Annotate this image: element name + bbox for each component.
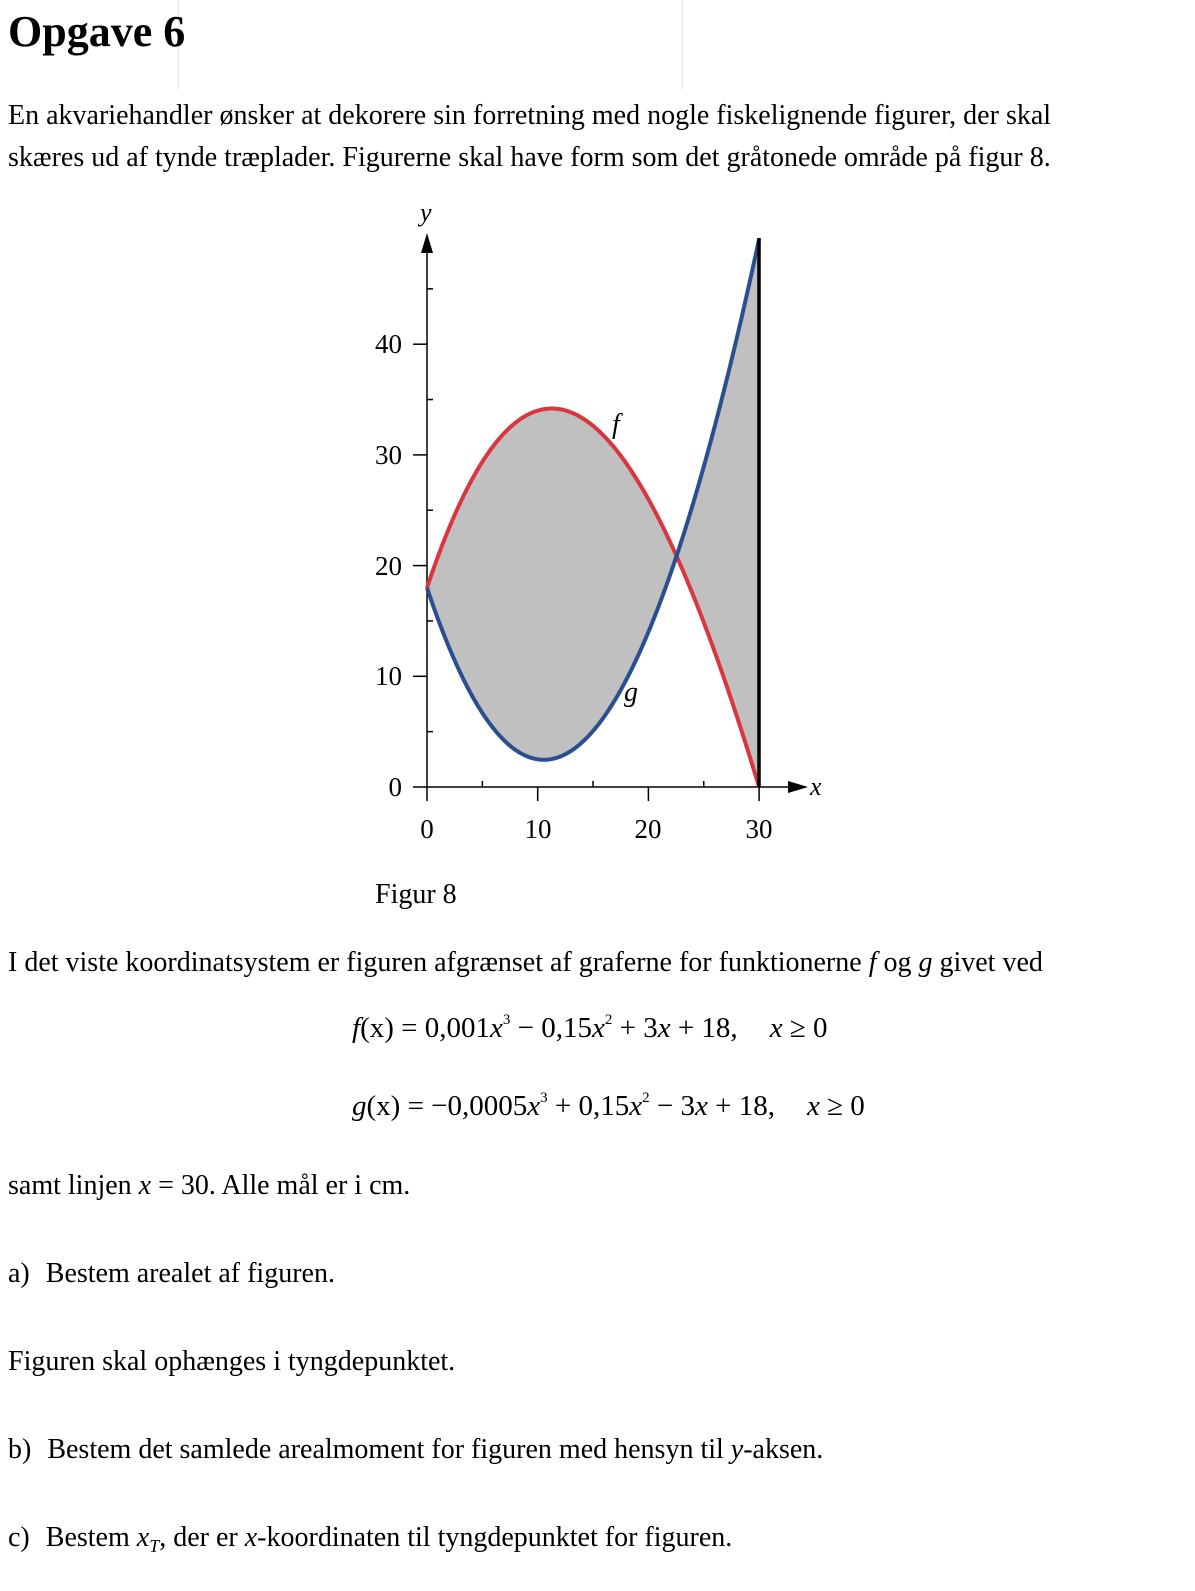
y-tick-label: 40	[375, 329, 402, 359]
page-fold-line	[682, 0, 683, 90]
x-tick-label: 10	[524, 814, 552, 844]
label-g: g	[624, 677, 638, 708]
description-line: I det viste koordinatsystem er figuren afgrænset af graferne for funktionerne f og g givet ved	[8, 947, 1043, 978]
boundary-line-text: samt linjen x = 30. Alle mål er i cm.	[8, 1170, 411, 1201]
heading: Opgave 6	[8, 7, 186, 56]
label-f: f	[612, 409, 620, 440]
question-c: c) Bestem $x_T$, der er x-koordinaten til tyngdepunktet for figuren.	[8, 1522, 733, 1556]
figure-8-plot	[340, 195, 840, 855]
intro-line-2: skæres ud af tynde træplader. Figurerne skal have form som det gråtonede område på figur 8.	[8, 142, 1051, 173]
hang-text: Figuren skal ophænges i tyngdepunktet.	[8, 1346, 456, 1377]
figure-caption: Figur 8	[375, 879, 457, 910]
y-tick-label: 0	[388, 772, 402, 802]
y-axis-label: y	[420, 198, 432, 227]
question-b: b) Bestem det samlede arealmoment for figuren med hensyn til y-aksen.	[8, 1434, 824, 1465]
question-a: a) Bestem arealet af figuren.	[8, 1258, 335, 1289]
y-tick-label: 20	[375, 551, 402, 581]
equation-f: $f(x) = 0,001x^3 - 0,15x^2 + 3x + 18$, x ≥ 0	[352, 1012, 828, 1044]
x-axis-label: x	[810, 772, 822, 801]
y-tick-label: 30	[375, 440, 402, 470]
equation-g: $g(x) = -0,0005x^3 + 0,15x^2 - 3x + 18$, x ≥ 0	[352, 1090, 865, 1122]
x-tick-label: 30	[745, 814, 773, 844]
x-axis-arrow	[788, 781, 808, 793]
x-tick-label: 20	[634, 814, 662, 844]
x-tick-label: 0	[420, 814, 434, 844]
y-axis-arrow	[421, 233, 433, 253]
intro-line-1: En akvariehandler ønsker at dekorere sin forretning med nogle fiskelignende figurer, der skal	[8, 100, 1052, 131]
y-tick-label: 10	[375, 661, 402, 691]
